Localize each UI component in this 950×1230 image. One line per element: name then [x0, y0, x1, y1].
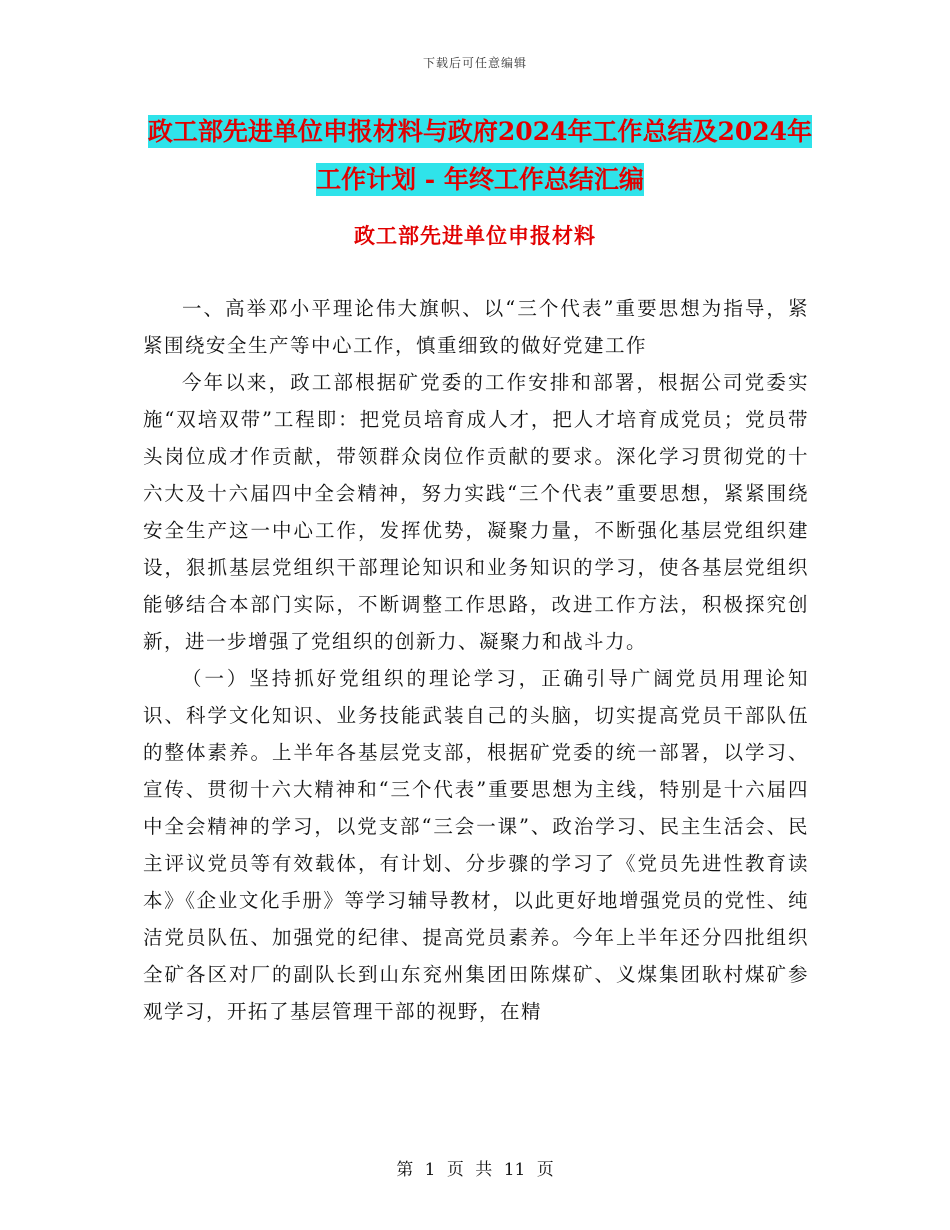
document-title [140, 108, 820, 204]
page-number-footer: 第 1 页 共 11 页 [396, 1160, 554, 1180]
paragraph: 今年以来，政工部根据矿党委的工作安排和部署，根据公司党委实施“双培双带”工程即：把党员培育成人才，把人才培育成党员；党员带头岗位成才作贡献，带领群众岗位作贡献的要求。深化学习贯彻党的十六大及十六届四中全会精神，努力实践“三个代表”重要思想，紧紧围绕安全生产这一中心工作，发挥优势，凝聚力量，不断强化基层党组织建设，狠抓基层党组织干部理论知识和业务知识的学习，使各基层党组织能够结合本部门实际，不断调整工作思路，改进工作方法，积极探究创新，进一步增强了党组织的创新力、凝聚力和战斗力。 [143, 371, 809, 653]
section-title: 政工部先进单位申报材料 [354, 223, 596, 248]
header-note: 下载后可任意编辑 [422, 56, 527, 70]
paragraph-heading: 一、高举邓小平理论伟大旗帜、以“三个代表”重要思想为指导，紧紧围绕安全生产等中心工作，慎重细致的做好党建工作 [143, 297, 809, 357]
document-body [143, 290, 809, 1030]
paragraph: （一）坚持抓好党组织的理论学习，正确引导广阔党员用理论知识、科学文化知识、业务技能武装自己的头脑，切实提高党员干部队伍的整体素养。上半年各基层党支部，根据矿党委的统一部署，以学习、宣传、贯彻十六大精神和“三个代表”重要思想为主线，特别是十六届四中全会精神的学习，以党支部“三会一课”、政治学习、民主生活会、民主评议党员等有效载体，有计划、分步骤的学习了《党员先进性教育读本》《企业文化手册》等学习辅导教材，以此更好地增强党员的党性、纯洁党员队伍、加强党的纪律、提高党员素养。今年上半年还分四批组织全矿各区对厂的副队长到山东兖州集团田陈煤矿、义煤集团耿村煤矿参观学习，开拓了基层管理干部的视野，在精 [143, 667, 809, 1023]
document-title-text: 政工部先进单位申报材料与政府2024年工作总结及2024年工作计划 - 年终工作总结汇编 [147, 117, 813, 194]
